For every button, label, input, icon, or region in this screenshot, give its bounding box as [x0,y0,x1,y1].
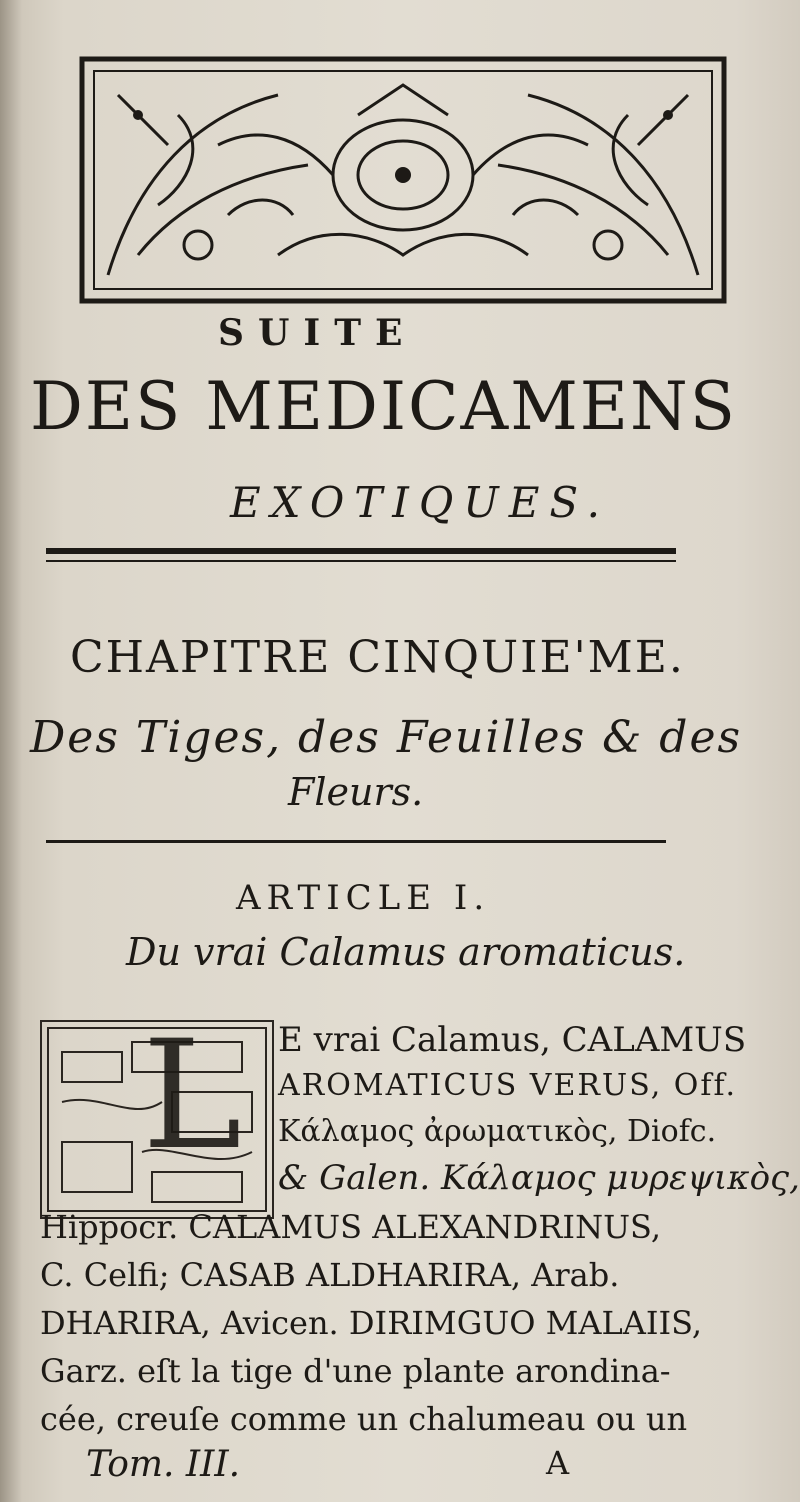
tome-footer: Tom. III. [86,1444,241,1485]
double-rule-bottom [46,560,676,562]
body-line-2: AROMATICUS VERUS, Off. [278,1068,738,1103]
chapter-title-line-1: Des Tiges, des Feuilles & des [30,712,743,763]
article-subheading: Du vrai Calamus aromaticus. [126,930,686,974]
main-title: DES MEDICAMENS [30,368,737,445]
signature-mark: A [546,1444,570,1482]
body-line-4: & Galen. Κάλαμος μυρεψικὸς, [278,1158,800,1198]
chapter-rule [46,840,666,843]
body-line-7: DHARIRA, Avicen. DIRIMGUO MALAIIS, [40,1304,703,1342]
main-subtitle: EXOTIQUES. [230,478,610,527]
ornamental-headpiece [78,55,728,305]
body-line-8: Garz. eſt la tige d'une plante arondina- [40,1352,671,1390]
body-line-6: C. Celfi; CASAB ALDHARIRA, Arab. [40,1256,620,1294]
double-rule-top [46,548,676,554]
body-line-3: Κάλαμος ἀρωματικὸς, Diofc. [278,1114,717,1149]
decorated-initial-letter [40,1020,274,1219]
body-line-5: Hippocr. CALAMUS ALEXANDRINUS, [40,1208,661,1246]
body-line-9: cée, creuſe comme un chalumeau ou un [40,1400,688,1438]
suite-heading: SUITE [218,312,417,354]
body-line-1: E vrai Calamus, CALAMUS [278,1020,747,1060]
article-heading: ARTICLE I. [236,878,491,918]
page-binding-shadow [0,0,22,1502]
chapter-heading: CHAPITRE CINQUIE'ME. [70,632,685,683]
svg-text:L: L [142,1022,242,1183]
chapter-title-line-2: Fleurs. [288,770,424,814]
